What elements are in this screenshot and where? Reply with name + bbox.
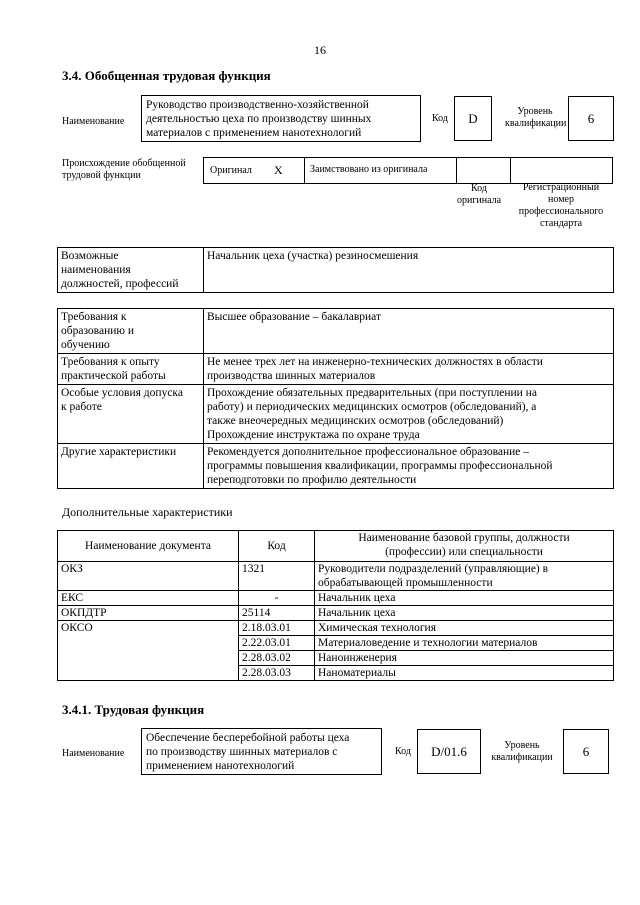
tf-name-label: Наименование (62, 748, 125, 759)
cell-line: должностей, профессий (61, 278, 179, 290)
doc-cell: ОКПДТР (58, 606, 239, 621)
additional-title: Дополнительные характеристики (62, 505, 233, 519)
positions-table (57, 247, 614, 293)
name-cell: Начальник цеха (315, 606, 614, 621)
positions-value: Начальник цеха (участка) резиносмешения (204, 248, 614, 293)
cell-line: Возможные (61, 250, 119, 262)
cell-line: переподготовки по профилю деятельности (207, 474, 417, 486)
tf-name-line: Обеспечение бесперебойной работы цеха (146, 732, 350, 744)
code-label: Код (432, 113, 448, 124)
level-label (505, 106, 565, 130)
cell-line: программы повышения квалификации, программы профессиональной (207, 460, 553, 472)
tf-name-box (141, 728, 382, 775)
gtf-name-box (141, 95, 421, 142)
code-cell: 1321 (239, 562, 315, 591)
caption-line: номер (548, 194, 574, 205)
name-cell: Материаловедение и технологии материалов (315, 636, 614, 651)
header-code: Код (239, 531, 315, 562)
cell-line: обучению (61, 339, 110, 351)
level-label-line: Уровень (504, 740, 540, 751)
caption-line: стандарта (539, 218, 583, 229)
section-title: 3.4. Обобщенная трудовая функция (62, 68, 271, 83)
original-mark: X (274, 163, 283, 177)
cell-line: Не менее трех лет на инженерно-технических должностях в области (207, 356, 543, 368)
caption-line: оригинала (456, 195, 502, 206)
codes-table (57, 530, 614, 681)
origin-label-line: трудовой функции (62, 170, 141, 181)
level-label-line: квалификации (505, 118, 567, 129)
origin-divider (304, 157, 305, 184)
cell-line: Руководители подразделений (управляющие) в (318, 563, 549, 575)
caption-line: Регистрационный (522, 182, 600, 193)
code-cell: 2.18.03.01 (239, 621, 315, 636)
table-row (58, 385, 614, 444)
cell-line: Требования к опыту (61, 356, 160, 368)
caption-line: профессионального (518, 206, 604, 217)
cell-line: также внеочередных медицинских осмотров (обследований) (207, 415, 504, 427)
gtf-level-box: 6 (568, 96, 614, 141)
code-cell: 25114 (239, 606, 315, 621)
origin-label (62, 158, 186, 182)
code-cell: 2.28.03.03 (239, 666, 315, 681)
level-label-line: квалификации (491, 752, 553, 763)
requirements-table (57, 308, 614, 489)
table-row (58, 444, 614, 489)
cell-line: Прохождение инструктажа по охране труда (207, 429, 420, 441)
table-row (58, 354, 614, 385)
origin-label-line: Происхождение обобщенной (62, 158, 186, 169)
name-cell: Химическая технология (315, 621, 614, 636)
code-original-caption (448, 183, 510, 207)
header-doc: Наименование документа (58, 531, 239, 562)
table-row (58, 591, 614, 606)
gtf-code-box: D (454, 96, 492, 141)
table-row (58, 606, 614, 621)
requirement-label (58, 354, 204, 385)
original-label: Оригинал (210, 165, 252, 176)
tf-name-line: применением нанотехнологий (146, 760, 295, 772)
cell-line: к работе (61, 401, 102, 413)
cell-line: Особые условия допуска (61, 387, 183, 399)
gtf-name-line: материалов с применением нанотехнологий (146, 127, 362, 139)
requirement-label (58, 385, 204, 444)
cell-line: производства шинных материалов (207, 370, 376, 382)
tf-code-box: D/01.6 (417, 729, 481, 774)
tf-level-label (490, 740, 554, 764)
header-name (315, 531, 614, 562)
table-header-row (58, 531, 614, 562)
cell-line: Рекомендуется дополнительное профессиональное образование – (207, 446, 530, 458)
requirement-label (58, 309, 204, 354)
doc-cell: ОКСО (58, 621, 239, 681)
code-cell: 2.22.03.01 (239, 636, 315, 651)
cell-line: практической работы (61, 370, 166, 382)
requirement-label (58, 444, 204, 489)
table-row (58, 621, 614, 636)
tf-level-box: 6 (563, 729, 609, 774)
page-number: 16 (314, 43, 326, 57)
caption-line: Код (471, 183, 487, 194)
cell-line: работу) и периодических медицинских осмотров (обследований), а (207, 401, 537, 413)
cell-line: Наименование базовой группы, должности (358, 532, 570, 544)
requirement-value (204, 309, 614, 354)
code-cell: 2.28.03.02 (239, 651, 315, 666)
tf-code-label: Код (395, 746, 411, 757)
name-cell (315, 562, 614, 591)
cell-line: Требования к (61, 311, 127, 323)
tf-name-line: по производству шинных материалов с (146, 746, 338, 758)
cell-line: образованию и (61, 325, 134, 337)
name-cell: Наноинженерия (315, 651, 614, 666)
name-label: Наименование (62, 116, 125, 127)
cell-line: (профессии) или специальности (385, 546, 543, 558)
requirement-value (204, 385, 614, 444)
cell-line: наименования (61, 264, 131, 276)
registration-caption (508, 182, 614, 230)
doc-cell: ЕКС (58, 591, 239, 606)
name-cell: Наноматериалы (315, 666, 614, 681)
name-cell: Начальник цеха (315, 591, 614, 606)
gtf-name-line: Руководство производственно-хозяйственной (146, 99, 369, 111)
cell-line: обрабатывающей промышленности (318, 577, 493, 589)
cell-line: Другие характеристики (61, 446, 177, 458)
cell-line: Прохождение обязательных предварительных (при поступлении на (207, 387, 537, 399)
borrowed-label: Заимствовано из оригинала (310, 164, 428, 175)
requirement-value (204, 444, 614, 489)
origin-divider (456, 157, 457, 184)
positions-label (58, 248, 204, 293)
subsection-title: 3.4.1. Трудовая функция (62, 702, 205, 717)
origin-divider (510, 157, 511, 184)
doc-cell: ОКЗ (58, 562, 239, 591)
table-row (58, 309, 614, 354)
cell-line: Высшее образование – бакалавриат (207, 311, 381, 323)
table-row (58, 562, 614, 591)
level-label-line: Уровень (517, 106, 553, 117)
requirement-value (204, 354, 614, 385)
table-row (58, 248, 614, 293)
gtf-name-line: деятельностью цеха по производству шинных (146, 113, 372, 125)
code-cell: - (239, 591, 315, 606)
